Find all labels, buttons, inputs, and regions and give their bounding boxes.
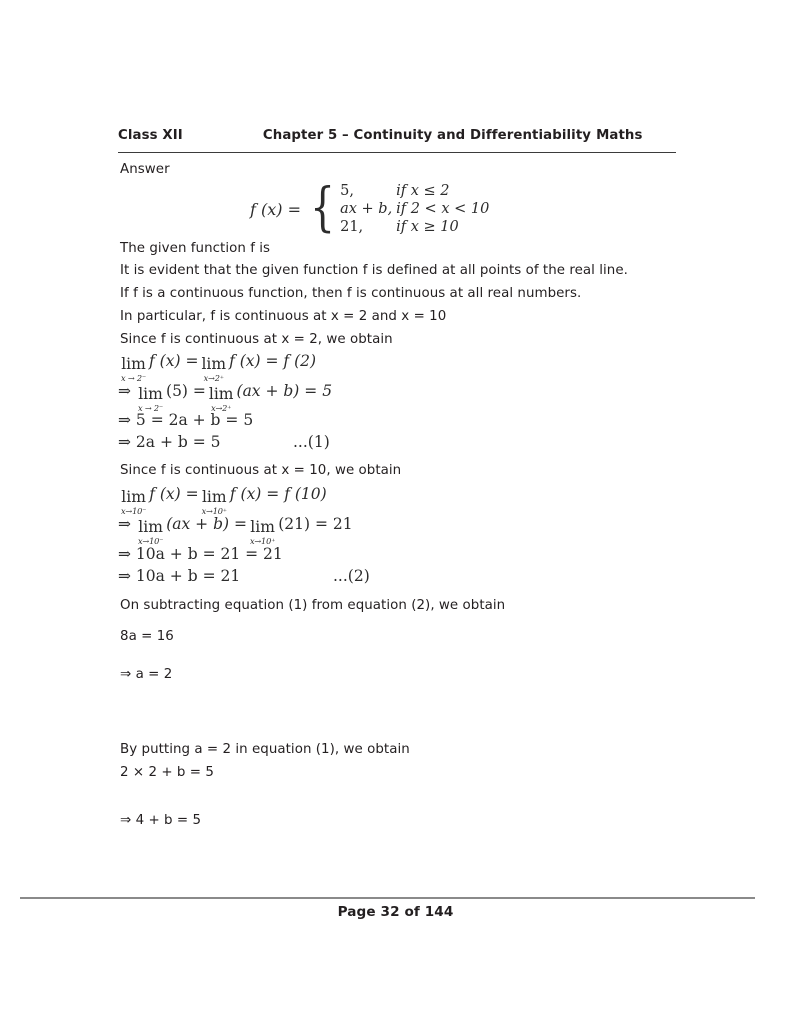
limit-expression: f (x) = bbox=[149, 485, 199, 503]
limit-subscript: x → 2⁻ bbox=[138, 402, 164, 413]
equation-group1-line4: ⇒ 2a + b = 5 bbox=[118, 433, 221, 451]
piecewise-lhs: f (x) = bbox=[250, 199, 302, 219]
equation-group2-line3: ⇒ 10a + b = 21 = 21 bbox=[118, 545, 283, 563]
line-since-x-equals-2: Since f is continuous at x = 2, we obtain bbox=[120, 332, 393, 347]
equation-group2-line4: ⇒ 10a + b = 21 bbox=[118, 567, 241, 585]
equation-group2-line2 bbox=[118, 515, 353, 546]
limit-operator bbox=[250, 520, 275, 545]
limit-subscript: x→10⁻ bbox=[138, 535, 164, 546]
piecewise-rows bbox=[340, 183, 489, 235]
limit-word: lim bbox=[138, 518, 163, 536]
limit-expression: f (x) = bbox=[149, 352, 199, 370]
piecewise-value: 21, bbox=[340, 219, 364, 235]
line-8a-equals-16: 8a = 16 bbox=[120, 629, 174, 644]
limit-subscript: x → 2⁻ bbox=[121, 372, 147, 383]
limit-operator bbox=[202, 490, 227, 515]
limit-expression: f (x) = f (10) bbox=[229, 485, 327, 503]
line-given-function: The given function f is bbox=[120, 241, 271, 256]
limit-word: lim bbox=[250, 518, 275, 536]
piecewise-condition: if 2 < x < 10 bbox=[396, 201, 490, 217]
piecewise-function bbox=[250, 178, 490, 239]
piecewise-row bbox=[340, 201, 489, 217]
line-since-x-equals-10: Since f is continuous at x = 10, we obtain bbox=[120, 463, 402, 478]
footer-divider bbox=[20, 897, 755, 899]
equation-tag-2: ...(2) bbox=[333, 567, 370, 585]
line-by-putting: By putting a = 2 in equation (1), we obtain bbox=[120, 742, 410, 757]
implies-symbol: ⇒ bbox=[118, 515, 131, 533]
line-a-equals-2: ⇒ a = 2 bbox=[120, 667, 173, 682]
limit-subscript: x→10⁺ bbox=[201, 505, 227, 516]
limit-operator bbox=[121, 357, 146, 382]
piecewise-row bbox=[340, 219, 489, 235]
header-chapter: Chapter 5 – Continuity and Differentiability bbox=[262, 128, 592, 143]
implies-symbol: ⇒ bbox=[118, 382, 131, 400]
line-evident: It is evident that the given function f is defined at all points of the real line. bbox=[120, 263, 628, 278]
answer-heading: Answer bbox=[120, 162, 170, 177]
limit-word: lim bbox=[121, 355, 146, 373]
piecewise-value: 5, bbox=[340, 183, 354, 199]
equation-group1-line3: ⇒ 5 = 2a + b = 5 bbox=[118, 411, 254, 429]
limit-operator bbox=[138, 520, 163, 545]
page-header bbox=[118, 126, 676, 153]
piecewise-condition: if x ≤ 2 bbox=[396, 183, 450, 199]
header-class: Class XII bbox=[118, 128, 183, 143]
piecewise-row bbox=[340, 183, 489, 199]
limit-operator bbox=[209, 387, 234, 412]
equation-group1-line1 bbox=[118, 352, 317, 383]
line-2x2-plus-b: 2 × 2 + b = 5 bbox=[120, 765, 214, 780]
piecewise-value: ax + b, bbox=[340, 201, 393, 217]
limit-operator bbox=[138, 387, 163, 412]
limit-operator bbox=[201, 357, 226, 382]
limit-expression: (5) = bbox=[166, 382, 206, 400]
line-in-particular: In particular, f is continuous at x = 2 and x = 10 bbox=[120, 309, 447, 324]
limit-subscript: x→10⁻ bbox=[121, 505, 147, 516]
limit-subscript: x→2⁺ bbox=[211, 402, 232, 413]
limit-subscript: x→2⁺ bbox=[203, 372, 224, 383]
limit-operator bbox=[121, 490, 146, 515]
line-subtracting: On subtracting equation (1) from equation (2), we obtain bbox=[120, 598, 506, 613]
limit-subscript: x→10⁺ bbox=[249, 535, 276, 546]
limit-word: lim bbox=[121, 488, 146, 506]
equation-tag-1: ...(1) bbox=[293, 433, 330, 451]
equation-group2-line1 bbox=[118, 485, 327, 516]
line-4-plus-b: ⇒ 4 + b = 5 bbox=[120, 813, 202, 828]
limit-word: lim bbox=[201, 488, 227, 506]
limit-word: lim bbox=[138, 385, 163, 403]
left-brace-icon: { bbox=[310, 178, 335, 239]
equation-group1-line2 bbox=[118, 382, 333, 413]
line-if-continuous: If f is a continuous function, then f is continuous at all real numbers. bbox=[120, 286, 582, 301]
piecewise-condition: if x ≥ 10 bbox=[396, 219, 459, 235]
limit-word: lim bbox=[208, 385, 234, 403]
limit-expression: (ax + b) = 5 bbox=[236, 382, 333, 400]
limit-expression: (ax + b) = bbox=[166, 515, 247, 533]
limit-expression: (21) = 21 bbox=[278, 515, 353, 533]
header-subject: Maths bbox=[596, 128, 643, 143]
page-number: Page 32 of 144 bbox=[337, 904, 454, 920]
limit-expression: f (x) = f (2) bbox=[229, 352, 317, 370]
limit-word: lim bbox=[201, 355, 227, 373]
